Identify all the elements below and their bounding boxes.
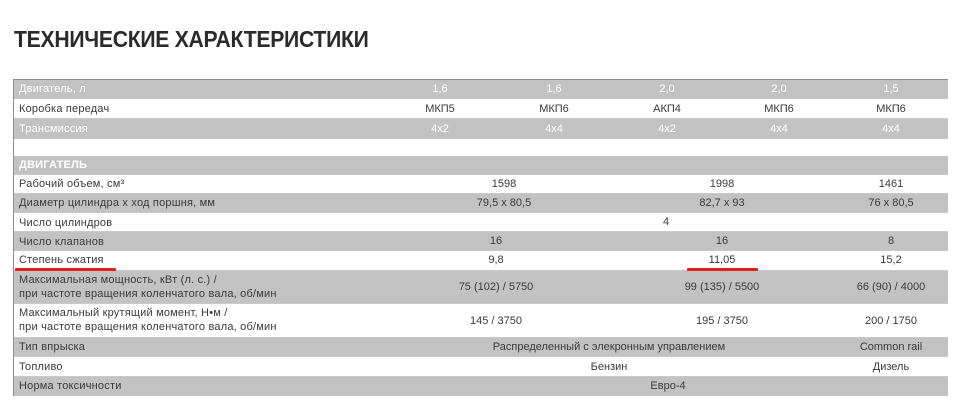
table-row-torque — [14, 304, 948, 338]
cell: 4 — [662, 216, 670, 228]
table-row-displacement — [14, 175, 948, 194]
row-label: Топливо — [19, 361, 63, 373]
table-row-bore-stroke — [14, 194, 948, 213]
cell: 4x4 — [882, 123, 900, 135]
row-label: Норма токсичности — [19, 380, 122, 392]
page-title: ТЕХНИЧЕСКИЕ ХАРАКТЕРИСТИКИ — [14, 26, 369, 52]
cell: 16 — [489, 235, 503, 247]
cell: 15,2 — [880, 254, 902, 266]
cell: 8 — [887, 235, 895, 247]
cell: 99 (135) / 5500 — [684, 281, 760, 293]
row-label: Максимальный крутящий момент, Н•м / — [19, 307, 228, 319]
cell: 1598 — [491, 178, 517, 190]
row-label: Число цилиндров — [19, 217, 113, 229]
cell: 1,5 — [883, 83, 899, 95]
cell: 2,0 — [659, 83, 675, 95]
table-row-gearbox — [14, 99, 948, 119]
cell: Дизель — [872, 361, 910, 373]
table-row-power — [14, 271, 948, 304]
cell: МКП5 — [425, 103, 455, 115]
row-label: Степень сжатия — [19, 254, 104, 266]
section-header-engine — [14, 156, 948, 175]
cell: 145 / 3750 — [470, 315, 522, 327]
cell: 200 / 1750 — [865, 315, 917, 327]
cell: 4x2 — [431, 123, 449, 135]
row-label: Рабочий объем, см³ — [19, 178, 125, 190]
table-row-emission — [14, 377, 948, 396]
cell: АКП4 — [653, 103, 681, 115]
cell: 4x2 — [658, 123, 676, 135]
cell: МКП6 — [539, 103, 569, 115]
row-label: Число клапанов — [19, 236, 105, 248]
cell: 82,7 х 93 — [699, 197, 745, 209]
table-row-injection — [14, 338, 948, 357]
specs-table — [13, 79, 948, 396]
cell: 1,6 — [546, 83, 562, 95]
table-row-transmission — [14, 119, 948, 139]
row-label-sub: при частоте вращения коленчатого вала, об/мин — [19, 288, 277, 300]
cell: 11,05 — [708, 254, 736, 266]
cell: 4x4 — [770, 123, 788, 135]
cell: 1461 — [878, 178, 904, 190]
cell: 66 (90) / 4000 — [856, 281, 926, 293]
cell: 75 (102) / 5750 — [458, 281, 534, 293]
highlight-underline — [687, 268, 758, 271]
row-label-sub: при частоте вращения коленчатого вала, об/мин — [19, 321, 277, 333]
cell: 1998 — [709, 178, 735, 190]
cell: 2,0 — [771, 83, 787, 95]
cell: МКП6 — [876, 103, 906, 115]
cell: 195 / 3750 — [696, 315, 748, 327]
cell: 4x4 — [545, 123, 563, 135]
cell: Евро-4 — [650, 380, 686, 392]
highlight-underline — [15, 268, 116, 271]
row-label: Максимальная мощность, кВт (л. с.) / — [19, 274, 217, 286]
cell: Common rail — [859, 341, 923, 353]
row-label: Диаметр цилиндра х ход поршня, мм — [19, 197, 216, 209]
row-label: Тип впрыска — [19, 341, 86, 353]
table-row-engine-volume — [14, 80, 948, 99]
cell: 1,6 — [432, 83, 448, 95]
table-row-compression — [14, 251, 948, 271]
table-row-valves — [14, 232, 948, 251]
row-label: Трансмиссия — [19, 123, 88, 135]
cell: Распределенный с элекронным управлением — [492, 341, 726, 353]
table-row-fuel — [14, 357, 948, 377]
cell: 16 — [715, 235, 729, 247]
table-row-cylinders — [14, 213, 948, 232]
row-label: Коробка передач — [19, 103, 110, 115]
cell: Бензин — [590, 361, 628, 373]
section-title: ДВИГАТЕЛЬ — [19, 159, 88, 171]
cell: 9,8 — [488, 254, 504, 266]
cell: 79,5 х 80,5 — [476, 197, 532, 209]
cell: МКП6 — [764, 103, 794, 115]
row-label: Двигатель, л — [19, 83, 86, 95]
cell: 76 х 80,5 — [868, 197, 914, 209]
table-spacer — [14, 139, 948, 156]
